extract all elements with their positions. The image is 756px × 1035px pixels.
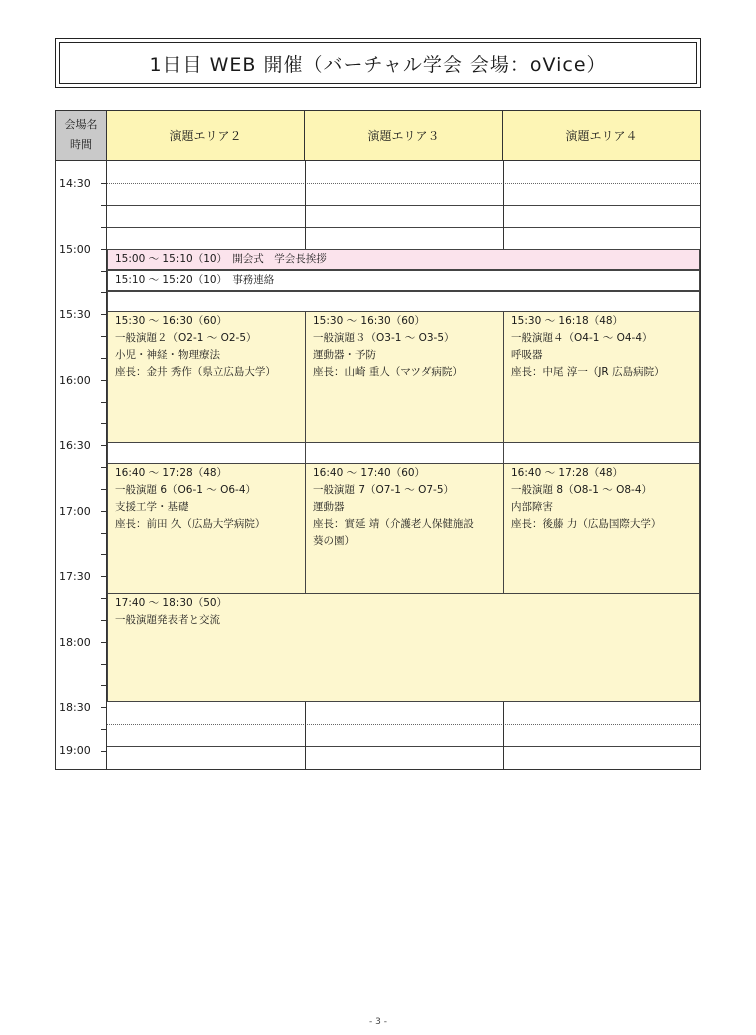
session-time: 16:40 ～ 17:28（48） xyxy=(511,467,624,479)
session-topic: 支援工学・基礎 xyxy=(115,501,189,513)
title-box xyxy=(55,38,701,88)
session-4-block xyxy=(503,311,700,443)
empty-row xyxy=(107,291,700,312)
session-topic: 運動器 xyxy=(313,501,345,513)
corner-time-label: 時間 xyxy=(70,138,92,151)
time-label: 14:30 xyxy=(59,177,91,190)
event-time: 15:00 ～ 15:10（10） xyxy=(115,253,222,265)
time-label: 16:30 xyxy=(59,439,91,452)
session-chair: 座長：實延 靖（介護老人保健施設 xyxy=(313,518,474,530)
exchange-time: 17:40 ～ 18:30（50） xyxy=(115,597,228,609)
session-chair: 座長：後藤 力（広島国際大学） xyxy=(511,518,662,530)
column-line xyxy=(305,161,306,249)
empty-cell xyxy=(503,442,700,464)
session-title: 一般演題２（O2-1 ～ O2-5） xyxy=(115,332,257,344)
header-corner xyxy=(56,111,107,161)
session-time: 15:30 ～ 16:30（60） xyxy=(115,315,228,327)
column-line xyxy=(503,702,504,769)
session-chair: 座長：山崎 重人（マツダ病院） xyxy=(313,366,463,378)
empty-cell xyxy=(305,442,504,464)
room-header-2: 演題エリア２ xyxy=(107,111,305,161)
time-label: 17:00 xyxy=(59,505,91,518)
notice-event xyxy=(107,270,700,291)
row-line xyxy=(107,205,700,206)
row-line xyxy=(107,227,700,228)
tick xyxy=(101,707,107,708)
row-line xyxy=(107,746,700,747)
session-chair: 座長：中尾 淳一（JR 広島病院） xyxy=(511,366,665,378)
row-line xyxy=(107,724,700,725)
session-time: 15:30 ～ 16:18（48） xyxy=(511,315,624,327)
session-2-block xyxy=(107,311,306,443)
schedule-grid xyxy=(55,110,701,770)
session-topic: 内部障害 xyxy=(511,501,553,513)
session-3-block xyxy=(305,311,504,443)
time-label: 17:30 xyxy=(59,570,91,583)
exchange-block xyxy=(107,593,700,702)
session-time: 16:40 ～ 17:28（48） xyxy=(115,467,228,479)
opening-ceremony-event xyxy=(107,249,700,270)
column-line xyxy=(305,702,306,769)
session-8-block xyxy=(503,463,700,594)
room-header-3: 演題エリア３ xyxy=(305,111,503,161)
session-6-block xyxy=(107,463,306,594)
event-title: 開会式 学会長挨拶 xyxy=(232,253,327,265)
session-title: 一般演題４（O4-1 ～ O4-4） xyxy=(511,332,653,344)
column-line xyxy=(503,161,504,249)
page-number: - 3 - xyxy=(369,1017,387,1027)
session-title: 一般演題３（O3-1 ～ O3-5） xyxy=(313,332,455,344)
event-time: 15:10 ～ 15:20（10） xyxy=(115,274,222,286)
session-title: 一般演題 8（O8-1 ～ O8-4） xyxy=(511,484,653,496)
time-label: 19:00 xyxy=(59,744,91,757)
time-label: 18:00 xyxy=(59,636,91,649)
tick xyxy=(101,729,107,730)
exchange-title: 一般演題発表者と交流 xyxy=(115,614,220,626)
page-title: 1日目 WEB 開催（バーチャル学会 会場：oVice） xyxy=(59,42,697,84)
empty-cell xyxy=(107,442,306,464)
time-label: 16:00 xyxy=(59,374,91,387)
session-time: 15:30 ～ 16:30（60） xyxy=(313,315,426,327)
session-7-block xyxy=(305,463,504,594)
time-column xyxy=(56,161,107,769)
session-chair: 座長：前田 久（広島大学病院） xyxy=(115,518,266,530)
corner-venue-label: 会場名 xyxy=(64,118,98,131)
session-title: 一般演題 6（O6-1 ～ O6-4） xyxy=(115,484,257,496)
row-line xyxy=(107,183,700,184)
time-label: 15:00 xyxy=(59,243,91,256)
room-header-4: 演題エリア４ xyxy=(503,111,700,161)
session-chair-cont: 葵の園） xyxy=(313,535,355,547)
session-topic: 運動器・予防 xyxy=(313,349,376,361)
tick xyxy=(101,751,107,752)
session-chair: 座長：金井 秀作（県立広島大学） xyxy=(115,366,276,378)
time-label: 18:30 xyxy=(59,701,91,714)
time-label: 15:30 xyxy=(59,308,91,321)
session-time: 16:40 ～ 17:40（60） xyxy=(313,467,426,479)
event-title: 事務連絡 xyxy=(232,274,275,286)
session-topic: 呼吸器 xyxy=(511,349,543,361)
session-title: 一般演題 7（O7-1 ～ O7-5） xyxy=(313,484,455,496)
session-topic: 小児・神経・物理療法 xyxy=(115,349,220,361)
